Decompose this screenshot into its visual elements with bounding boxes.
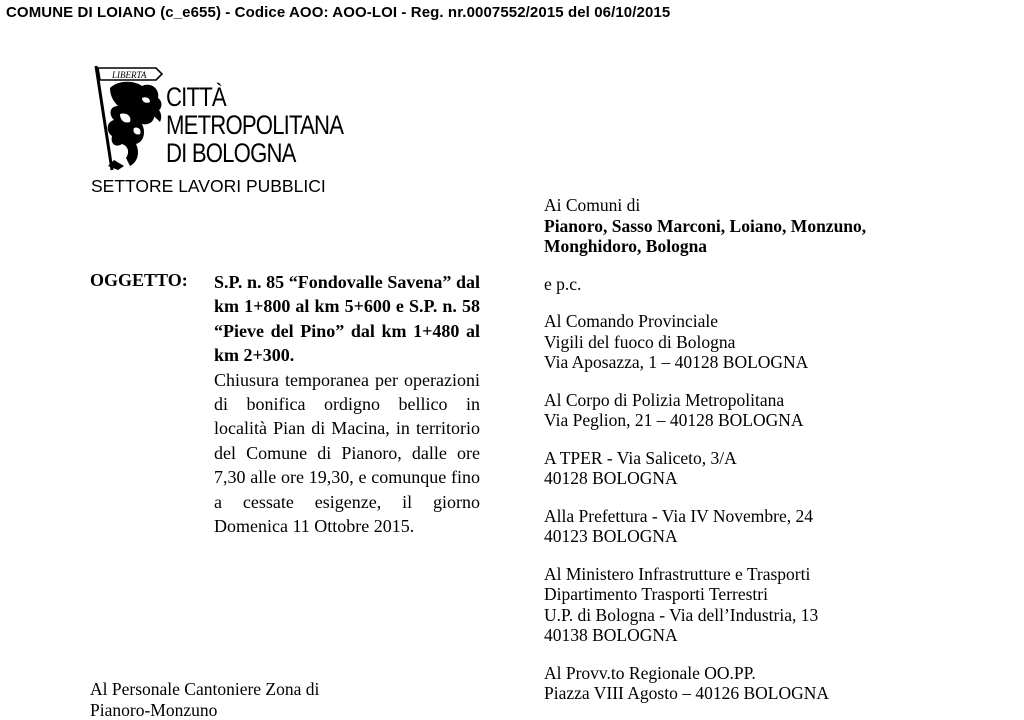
recipients-list [544, 195, 866, 704]
personnel-line-2: Pianoro-Monzuno [90, 700, 319, 720]
recipient-line: U.P. di Bologna - Via dell’Industria, 13 [544, 605, 866, 626]
recipient-tper [544, 448, 866, 489]
banner-text: LIBERTA [111, 70, 147, 80]
personnel-line-1: Al Personale Cantoniere Zona di [90, 679, 319, 700]
recipient-line: Al Corpo di Polizia Metropolitana [544, 390, 866, 411]
logo-line-1: CITTÀ [166, 83, 343, 111]
personnel-recipient [90, 679, 319, 720]
logo-line-3: DI BOLOGNA [166, 139, 343, 167]
recipient-line: Alla Prefettura - Via IV Novembre, 24 [544, 506, 866, 527]
recipient-ministero [544, 564, 866, 646]
recipient-line: Piazza VIII Agosto – 40126 BOLOGNA [544, 683, 866, 704]
recipient-line: Dipartimento Trasporti Terrestri [544, 584, 866, 605]
logo-line-2: METROPOLITANA [166, 111, 343, 139]
subject-body [214, 270, 480, 538]
recipient-polizia [544, 390, 866, 431]
subject-description: Chiusura temporanea per operazioni di bonifica ordigno bellico in località Pian di Macina, in territorio del Comune di Pianoro, dalle ore 7,30 alle ore 19,30, e comunque fino a cessate esigenze, il giorno Domenica 11 Ottobre 2015. [214, 368, 480, 539]
recipient-vigili [544, 311, 866, 373]
recipient-line: Al Ministero Infrastrutture e Trasporti [544, 564, 866, 585]
logo-wordmark [166, 83, 343, 167]
recipient-prefettura [544, 506, 866, 547]
registry-stamp: COMUNE DI LOIANO (c_e655) - Codice AOO: AOO-LOI - Reg. nr.0007552/2015 del 06/10/2015 [6, 4, 670, 21]
recipient-line: Via Peglion, 21 – 40128 BOLOGNA [544, 410, 866, 431]
recipient-line: Via Aposazza, 1 – 40128 BOLOGNA [544, 352, 866, 373]
recipient-intro: Ai Comuni di [544, 195, 866, 216]
cc-label: e p.c. [544, 274, 866, 295]
municipalities-line-2: Monghidoro, Bologna [544, 236, 866, 257]
subject-title: S.P. n. 85 “Fondovalle Savena” dal km 1+800 al km 5+600 e S.P. n. 58 “Pieve del Pino” dal km 1+480 al km 2+300. [214, 270, 480, 368]
recipient-line: 40128 BOLOGNA [544, 468, 866, 489]
recipient-line: Al Provv.to Regionale OO.PP. [544, 663, 866, 684]
recipient-line: A TPER - Via Saliceto, 3/A [544, 448, 866, 469]
recipient-provveditorato [544, 663, 866, 704]
recipient-line: 40138 BOLOGNA [544, 625, 866, 646]
municipalities-line-1: Pianoro, Sasso Marconi, Loiano, Monzuno, [544, 216, 866, 237]
sector-heading: SETTORE LAVORI PUBBLICI [91, 176, 326, 197]
recipient-line: Vigili del fuoco di Bologna [544, 332, 866, 353]
recipient-line: 40123 BOLOGNA [544, 526, 866, 547]
recipient-municipalities [544, 195, 866, 257]
recipient-line: Al Comando Provinciale [544, 311, 866, 332]
subject-label: OGGETTO: [90, 270, 188, 291]
